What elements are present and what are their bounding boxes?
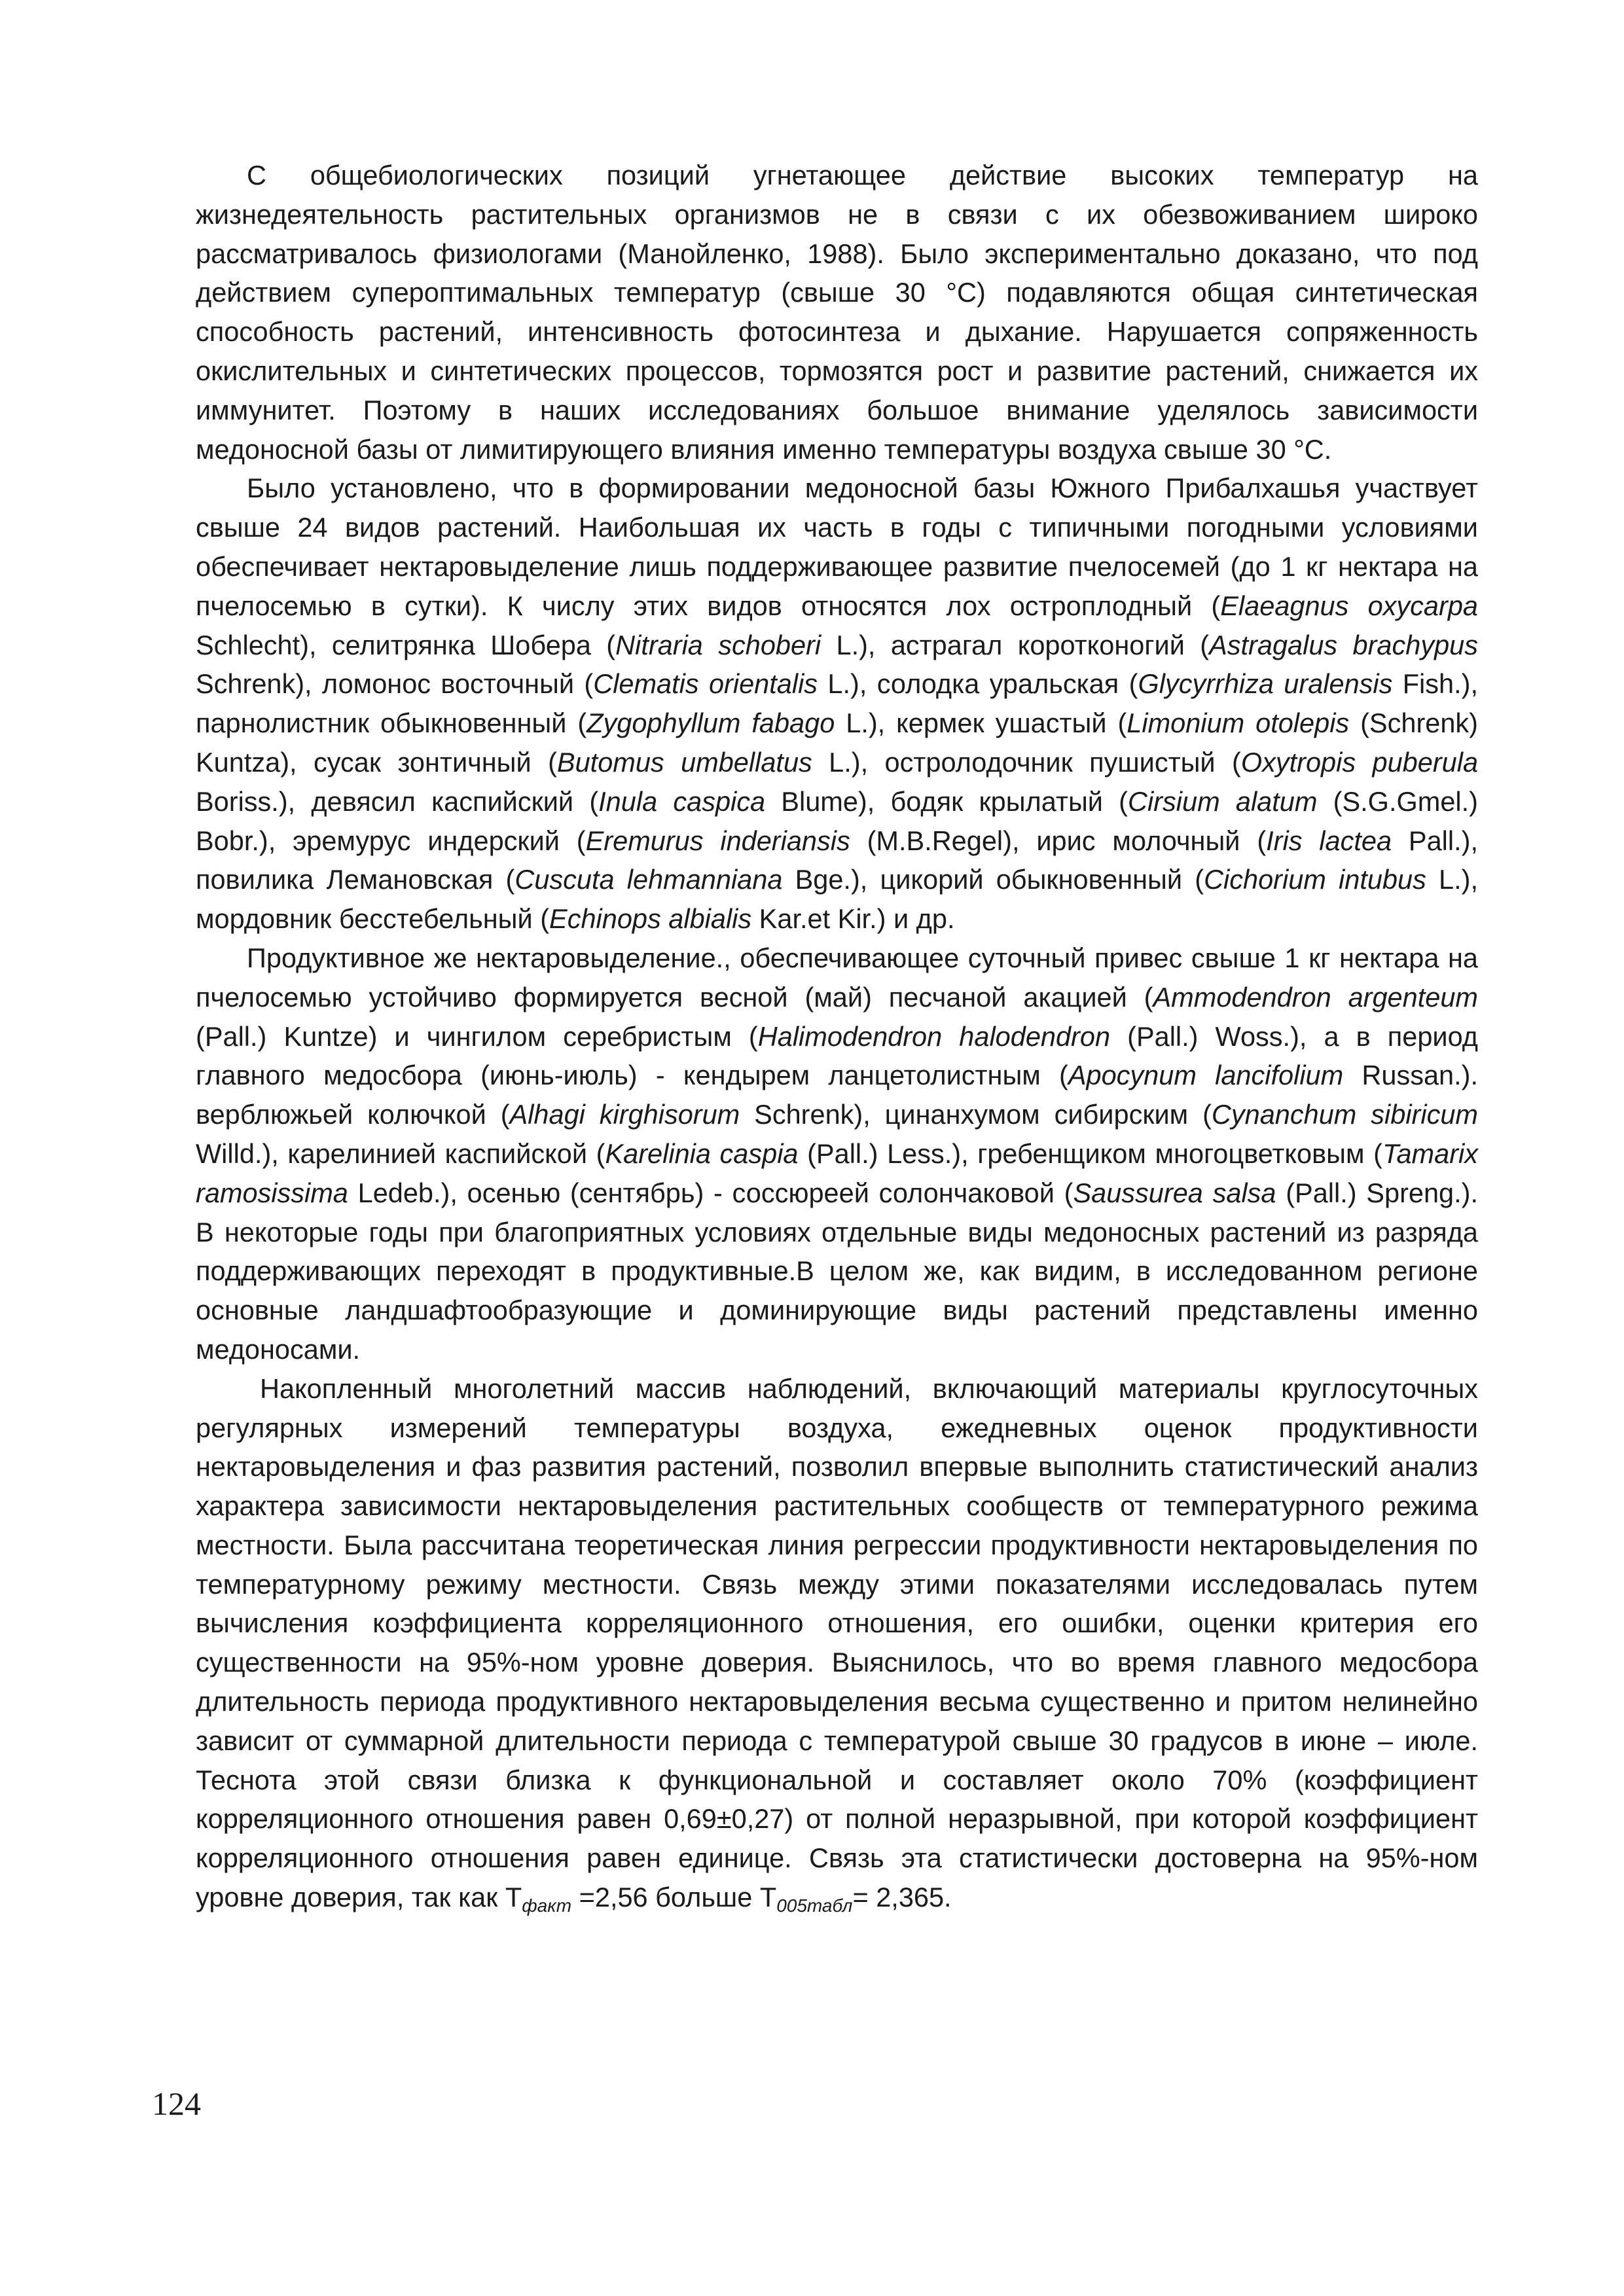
- species-latin-name: Saussurea salsa: [1073, 1177, 1276, 1208]
- text-run: =2,56 больше Т: [571, 1882, 777, 1913]
- text-run: (Pall.) Spreng.). В некоторые годы при благоприятных условиях отдельные виды медоносных растений из разряда поддерживающих переходят в продуктивные.В целом же, как видим, в исследованном регионе основные ландшафтообразующие и доминирующие виды растений представлены именно медоносами.: [196, 1177, 1479, 1365]
- text-run: С общебиологических позиций угнетающее действие высоких температур на жизнедеятельность растительных организмов не в связи с их обезвоживанием широко рассматривалось физиологами (Манойленко, 1988). Было экспериментально доказано, что под действием супероптимальных температур (свыше 30 °С) подавляются общая синтетическая способность растений, интенсивность фотосинтеза и дыхание. Нарушается сопряженность окислительных и синтетических процессов, тормозятся рост и развитие растений, снижается их иммунитет. Поэтому в наших исследованиях большое внимание уделялось зависимости медоносной базы от лимитирующего влияния именно температуры воздуха свыше 30 °С.: [196, 160, 1478, 465]
- text-run: (S.G.Gmel.) Bobr.), эремурус индерский (: [196, 785, 1478, 856]
- text-run: Было установлено, что в формировании медоносной базы Южного Прибалхашья участвует свыше 24 видов растений. Наибольшая их часть в годы с типичными погодными условиями обеспечивает нектаровыделение лишь поддерживающее развитие пчелосемей (до 1 кг нектара на пчелосемью в сутки). К числу этих видов относятся лох остроплодный (: [196, 473, 1478, 621]
- text-run: (Pall.) Woss.), а в период главного медосбора (июнь-июль) - кендырем ланцетолистным (: [196, 1020, 1478, 1091]
- text-run: Blume), бодяк крылатый (: [765, 785, 1128, 817]
- paragraph-2: [196, 469, 1478, 939]
- text-run: Bge.), цикорий обыкновенный (: [782, 864, 1204, 895]
- species-latin-name: Cuscuta lehmanniana: [514, 864, 783, 895]
- document-page: [196, 156, 1478, 1917]
- species-latin-name: Nitraria schoberi: [615, 629, 821, 660]
- text-run: Накопленный многолетний массив наблюдений, включающий материалы круглосуточных регулярных измерений температуры воздуха, ежедневных оценок продуктивности нектаровыделения и фаз развития растений, позволил впервые выполнить статистический анализ характера зависимости нектаровыделения растительных сообществ от температурного режима местности. Была рассчитана теоретическая линия регрессии продуктивности нектаровыделения по температурному режиму местности. Связь между этими показателями исследовалась путем вычисления коэффициента корреляционного отношения, его ошибки, оценки критерия его существенности на 95%-ном уровне доверия. Выяснилось, что во время главного медосбора длительность периода продуктивного нектаровыделения весьма существенно и притом нелинейно зависит от суммарной длительности периода с температурой свыше 30 градусов в июне – июле. Теснота этой связи близка к функциональной и составляет около 70% (коэффициент корреляционного отношения равен 0,69±0,27) от полной неразрывной, при которой коэффициент корреляционного отношения равен единице. Связь эта статистически достоверна на 95%-ном уровне доверия, так как Т: [196, 1372, 1478, 1913]
- text-run: (Schrenk) Kuntza), сусак зонтичный (: [196, 708, 1478, 778]
- species-latin-name: Limonium otolepis: [1127, 708, 1350, 739]
- species-latin-name: Echinops albialis: [549, 903, 752, 935]
- species-latin-name: Cirsium alatum: [1128, 785, 1318, 817]
- text-run: Schrenk), цинанхумом сибирским (: [740, 1099, 1212, 1130]
- text-run: Kar.et Kir.) и др.: [751, 903, 955, 935]
- text-run: Russan.). верблюжьей колючкой (: [196, 1060, 1478, 1130]
- species-latin-name: Oxytropis puberula: [1240, 746, 1479, 778]
- text-run: Willd.), карелинией каспийской (: [196, 1138, 605, 1169]
- species-latin-name: Zygophyllum fabago: [586, 708, 835, 739]
- text-run: L.), кермек ушастый (: [835, 708, 1127, 739]
- species-latin-name: Elaeagnus oxycarpa: [1220, 590, 1478, 621]
- paragraph-3: [196, 939, 1478, 1369]
- species-latin-name: Tamarix ramosissima: [196, 1138, 1478, 1208]
- text-run: (Pall.) Kuntze) и чингилом серебристым (: [196, 1020, 758, 1052]
- species-latin-name: Butomus umbellatus: [556, 746, 812, 778]
- species-latin-name: Astragalus brachypus: [1209, 629, 1478, 660]
- species-latin-name: Clematis orientalis: [593, 668, 818, 700]
- species-latin-name: Karelinia caspia: [605, 1138, 799, 1169]
- species-latin-name: Cynanchum sibiricum: [1211, 1099, 1478, 1130]
- species-latin-name: Ammodendron argenteum: [1153, 981, 1478, 1013]
- text-run: Schrenk), ломонос восточный (: [196, 668, 594, 700]
- text-run: L.), солодка уральская (: [818, 668, 1138, 700]
- species-latin-name: Glycyrrhiza uralensis: [1138, 668, 1393, 700]
- species-latin-name: Apocynum lancifolium: [1068, 1060, 1344, 1091]
- species-latin-name: Iris lactea: [1266, 825, 1392, 856]
- text-run: = 2,365.: [852, 1882, 952, 1913]
- paragraph-4: [196, 1369, 1478, 1917]
- text-run: Boriss.), девясил каспийский (: [196, 785, 599, 817]
- text-run: Pall.), повилика Лемановская (: [196, 825, 1478, 895]
- text-run: (Pall.) Less.), гребенщиком многоцветковым (: [798, 1138, 1382, 1169]
- paragraph-1: [196, 156, 1478, 469]
- subscript: факт: [522, 1895, 572, 1916]
- text-run: Schlecht), селитрянка Шобера (: [196, 629, 616, 660]
- subscript: 005табл: [776, 1895, 853, 1916]
- species-latin-name: Inula caspica: [598, 785, 766, 817]
- text-run: Fish.), парнолистник обыкновенный (: [196, 668, 1478, 739]
- species-latin-name: Cichorium intubus: [1204, 864, 1426, 895]
- page-number: 124: [152, 2085, 201, 2122]
- text-run: L.), астрагал коротконогий (: [821, 629, 1210, 660]
- species-latin-name: Eremurus inderiansis: [585, 825, 850, 856]
- text-run: L.), мордовник бесстебельный (: [196, 864, 1478, 935]
- text-run: L.), остролодочник пушистый (: [812, 746, 1241, 778]
- text-run: Продуктивное же нектаровыделение., обеспечивающее суточный привес свыше 1 кг нектара на пчелосемью устойчиво формируется весной (май) песчаной акацией (: [196, 942, 1478, 1013]
- text-run: Ledeb.), осенью (сентябрь) - соссюреей солончаковой (: [348, 1177, 1074, 1208]
- species-latin-name: Halimodendron halodendron: [757, 1020, 1111, 1052]
- text-run: (M.B.Regel), ирис молочный (: [850, 825, 1267, 856]
- species-latin-name: Alhagi kirghisorum: [509, 1099, 740, 1130]
